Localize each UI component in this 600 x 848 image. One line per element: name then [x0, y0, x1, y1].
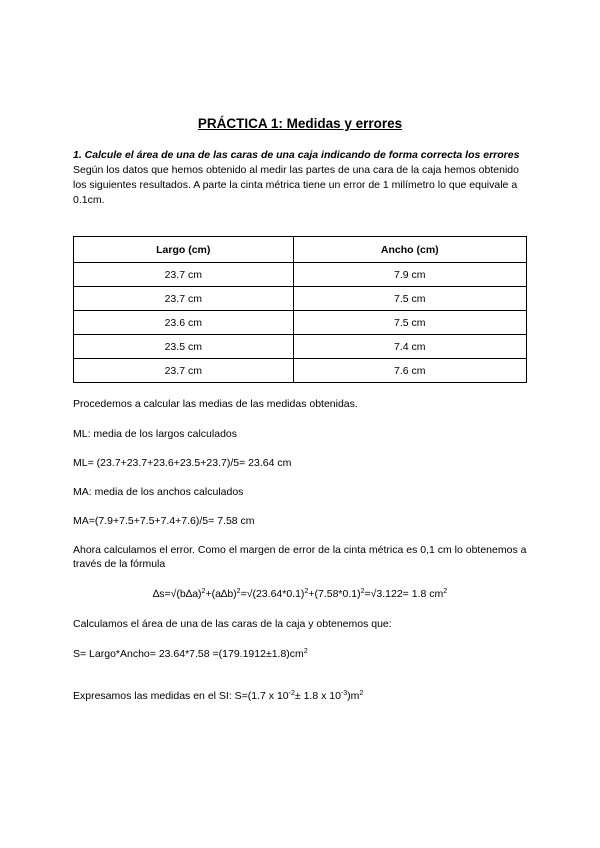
question-heading: 1. Calcule el área de una de las caras de una caja indicando de forma correcta los errores [73, 149, 520, 161]
si-expression [73, 689, 363, 703]
formula-part: =√(23.64*0.1) [240, 588, 305, 600]
cell-ancho: 7.9 cm [293, 263, 526, 287]
formula-exponent: 2 [360, 588, 365, 595]
error-intro: Ahora calculamos el error. Como el margen de error de la cinta métrica es 0,1 cm lo obtenemos a través de la fórmula [73, 544, 527, 570]
si-exponent: -2 [288, 690, 295, 697]
cell-largo: 23.5 cm [74, 335, 294, 359]
ml-definition: ML: media de los largos calculados [73, 428, 238, 440]
formula-part: +(7.58*0.1) [308, 588, 361, 600]
page-title: PRÁCTICA 1: Medidas y errores [197, 116, 403, 131]
error-formula [0, 587, 600, 601]
formula-exponent: 2 [201, 588, 206, 595]
si-exponent: 2 [359, 690, 364, 697]
ma-definition: MA: media de los anchos calculados [73, 486, 244, 498]
table-row [74, 263, 527, 287]
question-intro: Según los datos que hemos obtenido al medir las partes de una cara de la caja hemos obtenido los siguientes resultados. A parte la cinta métrica tiene un error de 1 milímetro lo que equivale a 0.1cm. [73, 164, 519, 206]
si-part: ± 1.8 x 10 [294, 690, 341, 702]
formula-part: ∆s=√(b∆a) [152, 588, 202, 600]
ma-calculation: MA=(7.9+7.5+7.5+7.4+7.6)/5= 7.58 cm [73, 515, 255, 527]
area-exponent: 2 [303, 648, 308, 655]
means-intro: Procedemos a calcular las medias de las medidas obtenidas. [73, 398, 358, 410]
si-part: )m [347, 690, 360, 702]
ml-calculation: ML= (23.7+23.7+23.6+23.5+23.7)/5= 23.64 cm [73, 457, 292, 469]
table-header-row [74, 237, 527, 263]
header-ancho: Ancho (cm) [293, 237, 526, 263]
area-calculation [73, 647, 308, 661]
formula-exponent: 2 [304, 588, 309, 595]
cell-ancho: 7.6 cm [293, 359, 526, 383]
area-intro: Calculamos el área de una de las caras de la caja y obtenemos que: [73, 618, 392, 630]
cell-largo: 23.7 cm [74, 359, 294, 383]
cell-largo: 23.6 cm [74, 311, 294, 335]
formula-part: =√3.122= 1.8 cm [364, 588, 444, 600]
formula-exponent: 2 [236, 588, 241, 595]
area-part: S= Largo*Ancho= 23.64*7.58 =(179.1912±1.8)cm [73, 648, 304, 660]
question-section [73, 148, 533, 208]
cell-ancho: 7.4 cm [293, 335, 526, 359]
table-row [74, 311, 527, 335]
header-largo: Largo (cm) [74, 237, 294, 263]
table-row [74, 287, 527, 311]
cell-ancho: 7.5 cm [293, 311, 526, 335]
formula-part: +(a∆b) [205, 588, 237, 600]
cell-largo: 23.7 cm [74, 263, 294, 287]
cell-largo: 23.7 cm [74, 287, 294, 311]
cell-ancho: 7.5 cm [293, 287, 526, 311]
table-row [74, 359, 527, 383]
si-part: Expresamos las medidas en el SI: S=(1.7 x 10 [73, 690, 289, 702]
measurements-table [73, 236, 527, 383]
formula-exponent: 2 [443, 588, 448, 595]
si-exponent: -3 [340, 690, 348, 697]
table-row [74, 335, 527, 359]
